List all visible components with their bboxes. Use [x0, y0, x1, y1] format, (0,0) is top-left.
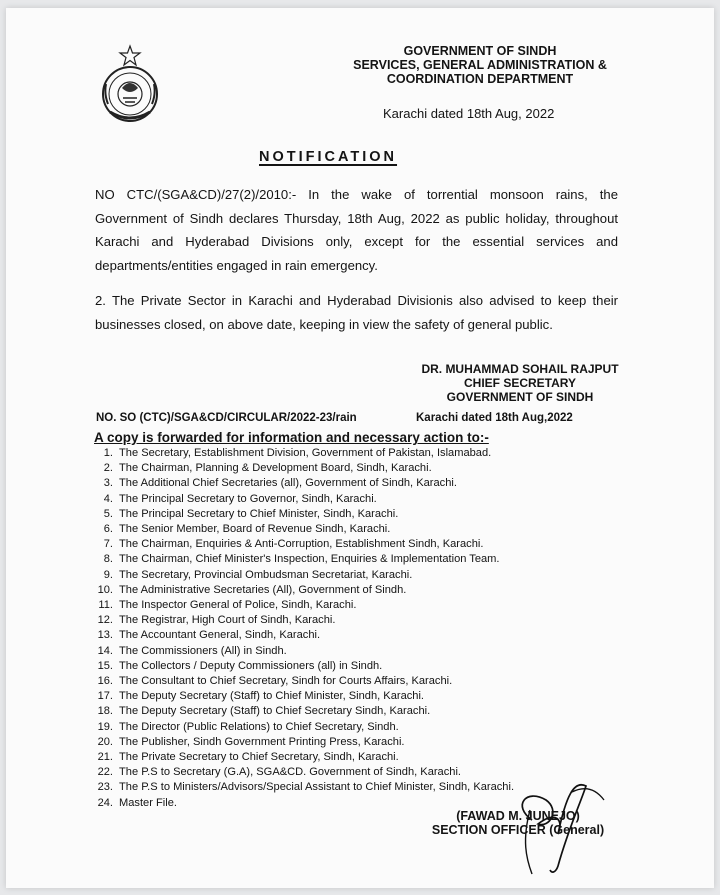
- notification-page: [6, 8, 714, 888]
- list-item-number: 5.: [103, 507, 113, 520]
- list-item: [86, 735, 514, 750]
- signatory-office: GOVERNMENT OF SINDH: [446, 390, 594, 404]
- list-item-text: The Deputy Secretary (Staff) to Chief Secretary Sindh, Karachi.: [119, 705, 431, 718]
- list-item-number: 24.: [97, 796, 113, 809]
- list-item: [86, 598, 514, 613]
- list-item-text: The Principal Secretary to Chief Minister, Sindh, Karachi.: [119, 507, 399, 520]
- header-line-1: GOVERNMENT OF SINDH: [403, 44, 557, 58]
- list-item-number: 18.: [97, 705, 113, 718]
- notification-paragraph-2: 2. The Private Sector in Karachi and Hyderabad Divisionis also advised to keep their businesses closed, on above date, keeping in view the safety of general public.: [95, 293, 618, 332]
- list-item-number: 22.: [97, 766, 113, 779]
- copy-forwarded-heading: A copy is forwarded for information and necessary action to:-: [94, 430, 489, 445]
- list-item-text: The Consultant to Chief Secretary, Sindh for Courts Affairs, Karachi.: [119, 675, 453, 688]
- list-item: [86, 659, 514, 674]
- signatory-designation: CHIEF SECRETARY: [463, 376, 576, 390]
- list-item-text: The Commissioners (All) in Sindh.: [119, 644, 287, 657]
- list-item-text: Master File.: [119, 796, 177, 809]
- list-item-number: 2.: [103, 462, 113, 475]
- list-item-text: The P.S to Ministers/Advisors/Special Assistant to Chief Minister, Sindh, Karachi.: [119, 781, 515, 794]
- list-item: [86, 780, 514, 795]
- list-item-number: 15.: [97, 659, 113, 672]
- header-date: Karachi dated 18th Aug, 2022: [383, 106, 555, 121]
- list-item-number: 19.: [97, 720, 113, 733]
- list-item-text: The Senior Member, Board of Revenue Sindh, Karachi.: [119, 523, 391, 536]
- reference-number: NO. SO (CTC)/SGA&CD/CIRCULAR/2022-23/rain: [96, 412, 357, 424]
- notification-paragraph-1: NO CTC/(SGA&CD)/27(2)/2010:- In the wake of torrential monsoon rains, the Government of Sindh declares Thursday, 18th Aug, 2022 as public holiday, throughout Karachi and Hyderabad Divisions only, except for the essential services and departments/entities engaged in rain emergency.: [95, 187, 618, 273]
- list-item: [86, 583, 514, 598]
- list-item-number: 4.: [103, 492, 113, 505]
- list-item: [86, 446, 514, 461]
- signatory-name: DR. MUHAMMAD SOHAIL RAJPUT: [421, 362, 619, 376]
- list-item: [86, 568, 514, 583]
- list-item-number: 13.: [97, 629, 113, 642]
- list-item-text: The Publisher, Sindh Government Printing Press, Karachi.: [119, 735, 405, 748]
- list-item: [86, 522, 514, 537]
- list-item: [86, 476, 514, 491]
- list-item-text: The Principal Secretary to Governor, Sindh, Karachi.: [119, 492, 377, 505]
- list-item-number: 7.: [103, 538, 113, 551]
- sindh-government-emblem: [92, 44, 168, 124]
- list-item: [86, 644, 514, 659]
- list-item-number: 6.: [103, 523, 113, 536]
- list-item-text: The Chairman, Chief Minister's Inspection, Enquiries & Implementation Team.: [119, 553, 500, 566]
- list-item-number: 14.: [97, 644, 113, 657]
- list-item: [86, 720, 514, 735]
- list-item: [86, 461, 514, 476]
- reference-date: Karachi dated 18th Aug,2022: [416, 412, 573, 424]
- list-item-text: The Administrative Secretaries (All), Government of Sindh.: [119, 583, 407, 596]
- list-item-number: 20.: [97, 735, 113, 748]
- list-item: [86, 704, 514, 719]
- header-line-2: SERVICES, GENERAL ADMINISTRATION &: [353, 58, 607, 72]
- list-item-text: The Chairman, Planning & Development Board, Sindh, Karachi.: [119, 462, 432, 475]
- list-item: [86, 750, 514, 765]
- list-item: [86, 552, 514, 567]
- list-item-number: 3.: [103, 477, 113, 490]
- list-item-text: The Secretary, Provincial Ombudsman Secretariat, Karachi.: [119, 568, 413, 581]
- list-item: [86, 613, 514, 628]
- list-item: [86, 765, 514, 780]
- list-item-number: 17.: [97, 690, 113, 703]
- list-item-number: 23.: [97, 781, 113, 794]
- list-item-text: The Accountant General, Sindh, Karachi.: [119, 629, 321, 642]
- list-item-number: 11.: [98, 599, 113, 612]
- list-item: [86, 507, 514, 522]
- list-item-text: The Registrar, High Court of Sindh, Karachi.: [119, 614, 336, 627]
- list-item: [86, 628, 514, 643]
- header-line-3: COORDINATION DEPARTMENT: [386, 72, 574, 86]
- list-item-text: The Secretary, Establishment Division, Government of Pakistan, Islamabad.: [119, 447, 492, 459]
- list-item-text: The Collectors / Deputy Commissioners (all) in Sindh.: [119, 659, 383, 672]
- list-item-text: The Additional Chief Secretaries (all), Government of Sindh, Karachi.: [119, 477, 457, 490]
- list-item-text: The Director (Public Relations) to Chief Secretary, Sindh.: [119, 720, 399, 733]
- list-item-number: 9.: [103, 568, 113, 581]
- list-item-text: The Chairman, Enquiries & Anti-Corruption, Establishment Sindh, Karachi.: [119, 538, 484, 551]
- list-item-number: 10.: [97, 583, 113, 596]
- list-item-text: The Deputy Secretary (Staff) to Chief Minister, Sindh, Karachi.: [119, 690, 425, 703]
- list-item-number: 1.: [103, 447, 113, 459]
- list-item-text: The P.S to Secretary (G.A), SGA&CD. Government of Sindh, Karachi.: [119, 766, 461, 779]
- list-item-number: 21.: [97, 751, 113, 764]
- notification-title: NOTIFICATION: [259, 149, 398, 165]
- section-officer-name: (FAWAD M. JUNEJO): [456, 809, 580, 823]
- list-item: [86, 689, 514, 704]
- list-item-number: 8.: [103, 553, 113, 566]
- list-item: [86, 674, 514, 689]
- list-item-number: 12.: [97, 614, 113, 627]
- list-item: [86, 537, 514, 552]
- list-item-text: The Inspector General of Police, Sindh, Karachi.: [119, 599, 357, 612]
- list-item-number: 16.: [97, 675, 113, 688]
- list-item: [86, 492, 514, 507]
- recipient-list: [86, 446, 514, 811]
- section-officer-designation: SECTION OFFICER (General): [431, 823, 605, 837]
- list-item-text: The Private Secretary to Chief Secretary, Sindh, Karachi.: [119, 751, 399, 764]
